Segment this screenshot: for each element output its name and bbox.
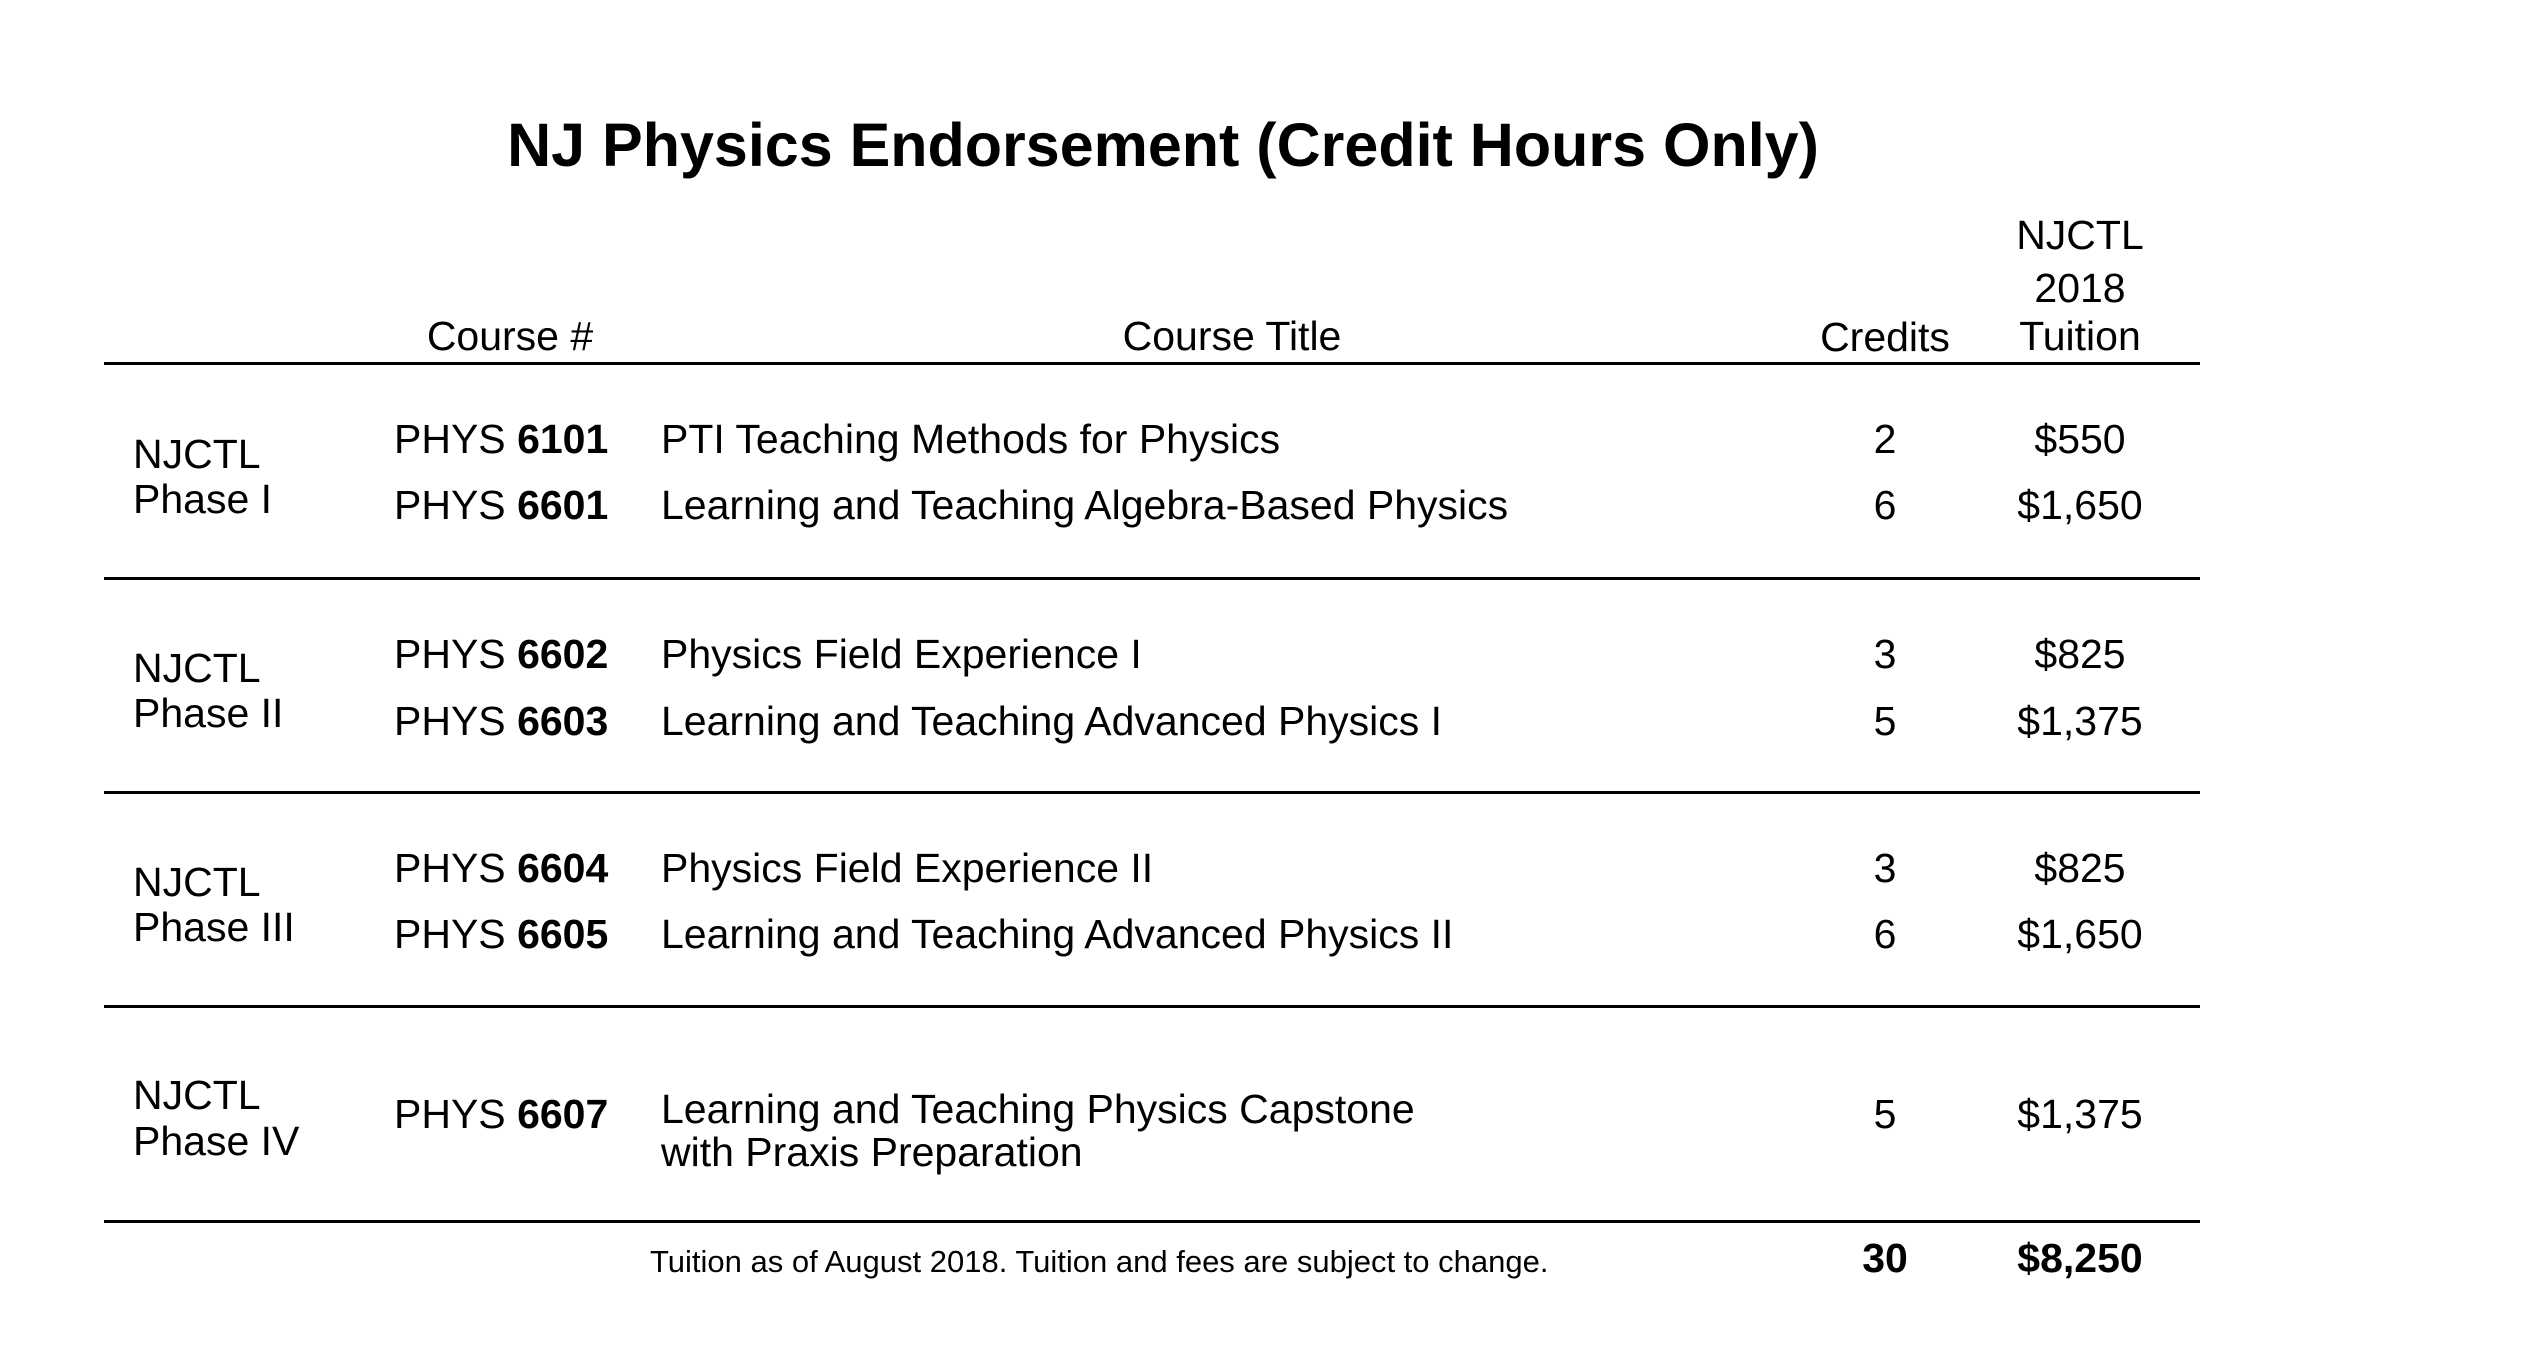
course-title-line2: with Praxis Preparation [661,1129,1083,1175]
total-credits: 30 [1862,1235,1908,1281]
phase-label-line2: Phase III [133,904,295,950]
phase-label-line2: Phase IV [133,1118,300,1164]
course-number: 6605 [517,911,609,957]
course-prefix: PHYS [394,698,506,744]
header-tuition-line2: 2018 [2034,265,2126,311]
header-tuition-line3: Tuition [2019,313,2141,359]
phase-label-line1: NJCTL [133,1072,261,1118]
course-code [394,910,608,958]
course-tuition: $825 [2034,631,2126,677]
course-number: 6603 [517,698,609,744]
header-course-title: Course Title [1122,313,1342,359]
course-credits: 3 [1873,631,1897,677]
course-code [394,1090,608,1138]
course-credits: 6 [1873,911,1897,957]
course-number: 6601 [517,482,609,528]
course-tuition: $1,375 [2017,1091,2143,1137]
course-code [394,415,608,463]
phase-label-line1: NJCTL [133,431,261,477]
course-number: 6607 [517,1091,609,1137]
course-prefix: PHYS [394,845,506,891]
course-code [394,630,608,678]
course-prefix: PHYS [394,416,506,462]
course-code [394,481,608,529]
course-title: Learning and Teaching Algebra-Based Physics [661,482,1509,528]
course-credits: 3 [1873,845,1897,891]
course-code [394,844,608,892]
footer-divider [104,1220,2200,1223]
total-tuition: $8,250 [2017,1235,2143,1281]
course-credits: 5 [1873,698,1897,744]
phase-divider [104,791,2200,794]
course-prefix: PHYS [394,482,506,528]
header-tuition-line1: NJCTL [2016,212,2144,258]
phase-label-line2: Phase I [133,476,273,522]
course-prefix: PHYS [394,911,506,957]
course-title: Learning and Teaching Physics Capstone [661,1086,1415,1132]
header-divider [104,362,2200,365]
course-number: 6101 [517,416,609,462]
course-prefix: PHYS [394,631,506,677]
phase-label-line1: NJCTL [133,859,261,905]
phase-divider [104,1005,2200,1008]
header-course-number: Course # [426,313,594,359]
course-title: Physics Field Experience I [661,631,1142,677]
course-prefix: PHYS [394,1091,506,1137]
course-tuition: $1,375 [2017,698,2143,744]
course-tuition: $825 [2034,845,2126,891]
course-title: Physics Field Experience II [661,845,1154,891]
course-credits: 5 [1873,1091,1897,1137]
phase-label-line1: NJCTL [133,645,261,691]
course-credits: 6 [1873,482,1897,528]
course-code [394,697,608,745]
tuition-note: Tuition as of August 2018. Tuition and fees are subject to change. [650,1244,1549,1279]
course-tuition: $1,650 [2017,482,2143,528]
course-tuition: $1,650 [2017,911,2143,957]
phase-label-line2: Phase II [133,690,284,736]
course-title: Learning and Teaching Advanced Physics I [661,698,1443,744]
phase-divider [104,577,2200,580]
course-credits: 2 [1873,416,1897,462]
course-number: 6604 [517,845,609,891]
course-title: Learning and Teaching Advanced Physics II [661,911,1454,957]
header-credits: Credits [1820,314,1950,360]
course-tuition: $550 [2034,416,2126,462]
course-title: PTI Teaching Methods for Physics [661,416,1281,462]
page-title: NJ Physics Endorsement (Credit Hours Only) [507,111,1819,179]
course-number: 6602 [517,631,609,677]
